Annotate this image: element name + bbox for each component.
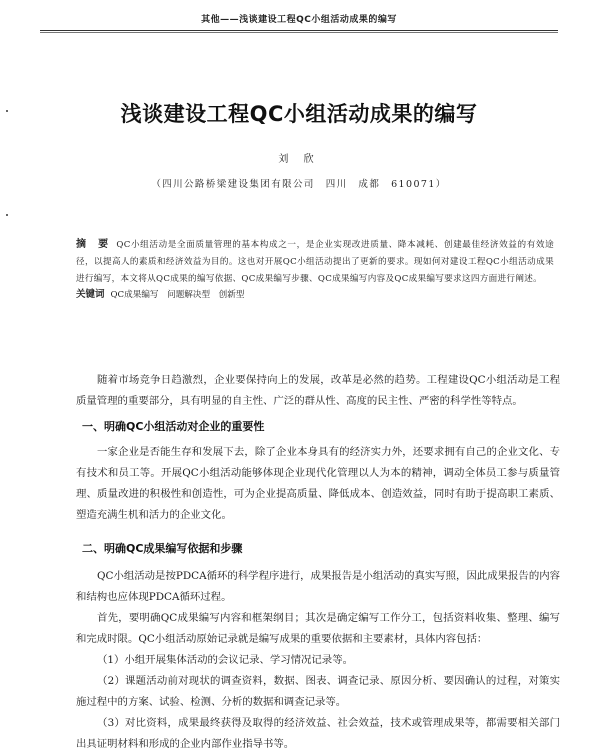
- author-name: 刘 欣: [278, 154, 320, 165]
- abstract-text: QC小组活动是全面质量管理的基本构成之一，是企业实现改进质量、降本减耗、创建最佳经济效益的有效途径，以提高人的素质和经济效益为目的。这也对开展QC小组活动提出了更新的要求。现如何对建设工程QC小组活动成果进行编写，本文将从QC成果的编写依据、QC成果编写步骤、QC成果编写内容及QC成果编写要求这四方面进行阐述。: [76, 240, 554, 284]
- abstract-label: 摘 要: [76, 239, 113, 250]
- list-item: （3）对比资料，成果最终获得及取得的经济效益、社会效益，技术或管理成果等，都需要相关部门出具证明材料和形成的企业内部作业指导书等。: [76, 717, 560, 750]
- list-item: （2）课题活动前对现状的调查资料，数据、图表、调查记录、原因分析、要因确认的过程，对策实施过程中的方案、试验、检测、分析的数据和调查记录等。: [76, 675, 560, 708]
- margin-mark: [6, 110, 8, 112]
- header-rule-secondary: [40, 32, 558, 33]
- keywords-text: QC成果编写 问题解决型 创新型: [110, 290, 245, 300]
- margin-mark: [6, 214, 8, 216]
- keywords: [76, 286, 554, 304]
- section-1-heading: 一、明确QC小组活动对企业的重要性: [82, 420, 265, 433]
- keywords-label: 关键词: [76, 289, 105, 300]
- section-2-paragraph-2: 首先，要明确QC成果编写内容和框架纲目；其次是确定编写工作分工，包括资料收集、整理、编写和完成时限。QC小组活动原始记录就是编写成果的重要依据和主要素材，具体内容包括：: [76, 612, 560, 645]
- article-title: 浅谈建设工程QC小组活动成果的编写: [120, 102, 478, 126]
- section-2-body: [76, 566, 560, 755]
- section-2-heading: 二、明确QC成果编写依据和步骤: [82, 542, 243, 555]
- list-item: （1）小组开展集体活动的会议记录、学习情况记录等。: [97, 654, 353, 666]
- intro-paragraph: 随着市场竞争日趋激烈，企业要保持向上的发展，改革是必然的趋势。工程建设QC小组活动是工程质量管理的重要部分，具有明显的自主性、广泛的群从性、高度的民主性、严密的科学性等特点。: [76, 374, 560, 407]
- abstract: [76, 236, 554, 288]
- section-1-paragraph: 一家企业是否能生存和发展下去，除了企业本身具有的经济实力外，还要求拥有自己的企业文化、专有技术和员工等。开展QC小组活动能够体现企业现代化管理以人为本的精神，调动全体员工参与质量管理、质量改进的积极性和创造性，可为企业提高质量、降低成本、创造效益，同时有助于提高职工素质、塑造充满生机和活力的企业文化。: [76, 446, 560, 521]
- author-affiliation: （四川公路桥梁建设集团有限公司 四川 成都 610071）: [151, 179, 447, 190]
- running-head: 其他——浅谈建设工程QC小组活动成果的编写: [201, 15, 397, 25]
- section-2-paragraph-1: QC小组活动是按PDCA循环的科学程序进行，成果报告是小组活动的真实写照，因此成果报告的内容和结构也应体现PDCA循环过程。: [76, 570, 560, 603]
- header-rule: [40, 30, 558, 31]
